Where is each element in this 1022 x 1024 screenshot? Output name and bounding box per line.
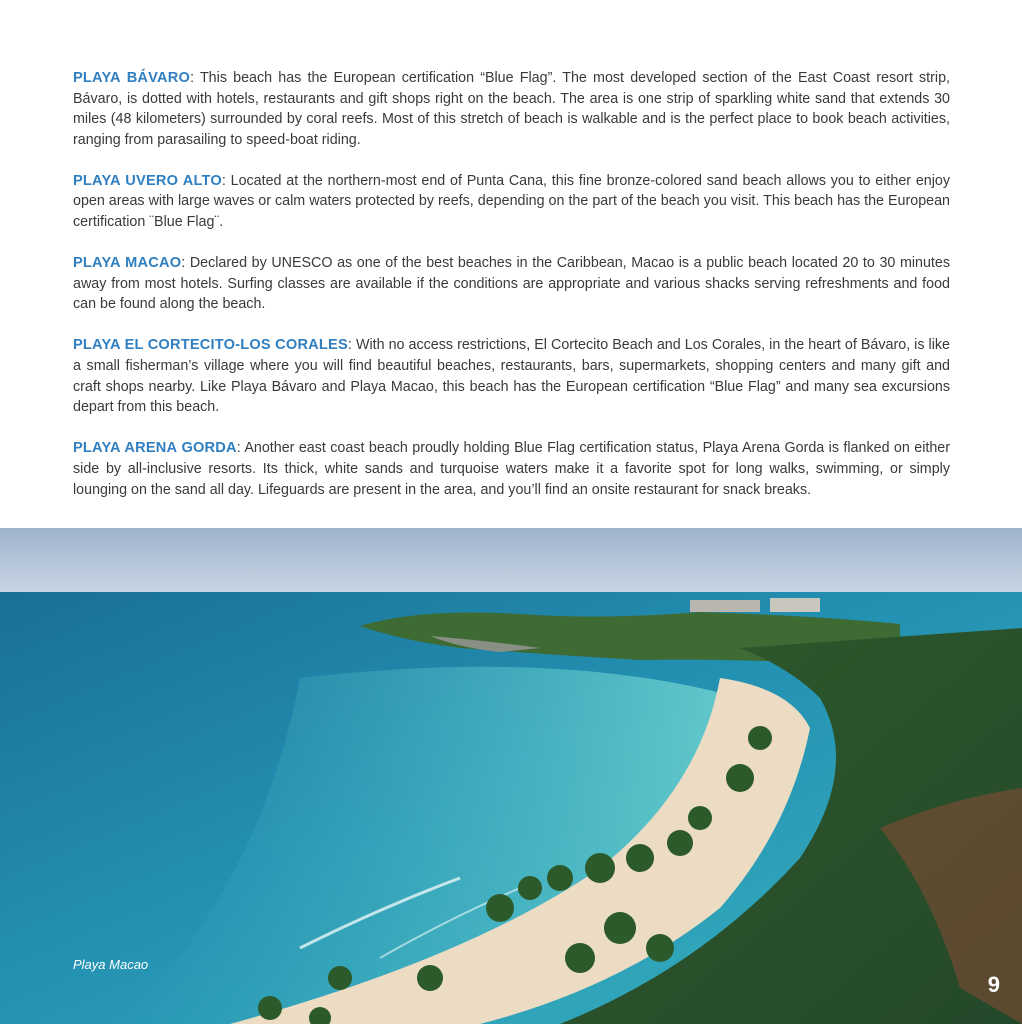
beach-descriptions xyxy=(73,68,950,521)
page-number: 9 xyxy=(987,972,1000,997)
beach-photo xyxy=(0,528,1022,1024)
entry-playa-arena-gorda xyxy=(73,438,950,500)
entry-text: : Another east coast beach proudly holding Blue Flag certification status, Playa Arena Gorda is flanked on either side by all-inclusive resorts. Its thick, white sands and turquoise waters make it a favorite spot for long walks, swimming, or simply lounging on the sand all day. Lifeguards are present in the area, and you’ll find an onsite restaurant for snack breaks. xyxy=(73,440,951,498)
photo-caption: Playa Macao xyxy=(73,957,149,972)
entry-playa-macao xyxy=(73,253,950,315)
entry-text: : Declared by UNESCO as one of the best beaches in the Caribbean, Macao is a public beach located 20 to 30 minutes away from most hotels. Surfing classes are available if the conditions are appropriate and various shacks serving refreshments and food can be found along the beach. xyxy=(73,255,950,313)
entry-heading: PLAYA ARENA GORDA xyxy=(73,440,237,457)
entry-text: : This beach has the European certification “Blue Flag”. The most developed section of the East Coast resort strip, Bávaro, is dotted with hotels, restaurants and gift shops right on the beach. The area is one strip of sparkling white sand that extends 30 miles (48 kilometers) surrounded by coral reefs. Most of this stretch of beach is walkable and is the perfect place to book beach activities, ranging from parasailing to speed-boat riding. xyxy=(73,70,950,148)
entry-heading: PLAYA UVERO ALTO xyxy=(73,172,222,189)
entry-playa-el-cortecito xyxy=(73,335,950,417)
beach-photo-illustration xyxy=(0,528,1022,1024)
entry-playa-bavaro xyxy=(73,68,950,150)
entry-text: : Located at the northern-most end of Punta Cana, this fine bronze-colored sand beach allows you to either enjoy open areas with large waves or calm waters protected by reefs, depending on the part of the beach you visit. This beach has the European certification ¨Blue Flag¨. xyxy=(73,172,950,231)
entry-heading: PLAYA EL CORTECITO-LOS CORALES xyxy=(73,337,348,354)
entry-heading: PLAYA MACAO xyxy=(73,255,182,272)
entry-heading: PLAYA BÁVARO xyxy=(73,70,191,86)
entry-text: : With no access restrictions, El Cortecito Beach and Los Corales, in the heart of Bávaro, is like a small fisherman’s village where you will find beautiful beaches, restaurants, bars, supermarkets, shopping centers and many gift and craft shops nearby. Like Playa Bávaro and Playa Macao, this beach has the European certification “Blue Flag” and many sea excursions depart from this beach. xyxy=(73,337,951,416)
entry-playa-uvero-alto xyxy=(73,171,950,233)
